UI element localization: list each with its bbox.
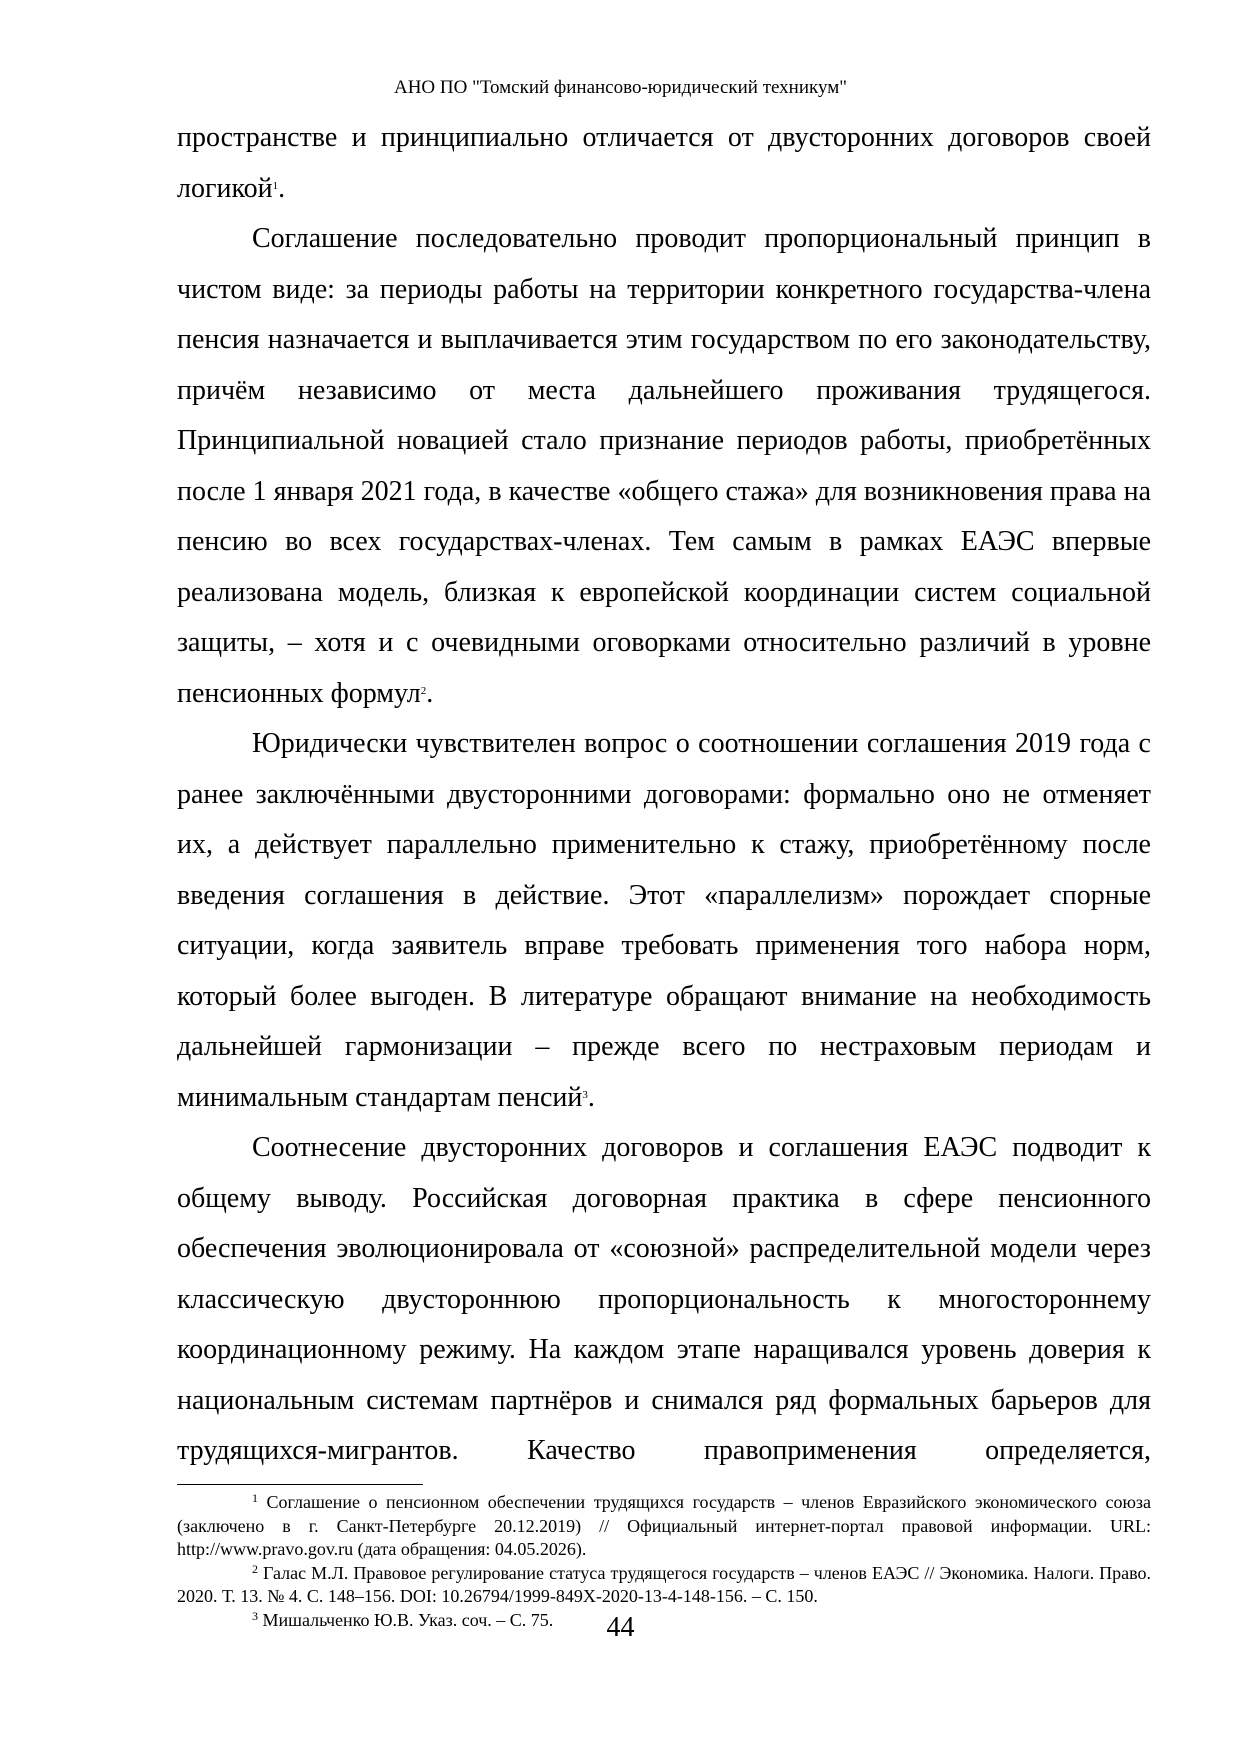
paragraph-tail: . [587, 1081, 595, 1113]
body-text [177, 113, 1151, 1477]
footnote-text: Галас М.Л. Правовое регулирование статуса трудящегося государств – членов ЕАЭС // Экономика. Налоги. Право. 2020. Т. 13. № 4. С. 148–156. DOI: 10.26794/1999-849X-2020-13-4-148-156. – С. 150. [177, 1562, 1151, 1606]
paragraph-tail: . [278, 172, 286, 204]
footnote-number: 1 [252, 1491, 258, 1505]
footnote-text: Мишальченко Ю.В. Указ. соч. – С. 75. [262, 1609, 554, 1630]
paragraph-3 [177, 719, 1151, 1123]
paragraph-2 [177, 214, 1151, 719]
paragraph-text: пространстве и принципиально отличается от двусторонних договоров своей логикой [177, 122, 1151, 204]
paragraph-4: Соотнесение двусторонних договоров и соглашения ЕАЭС подводит к общему выводу. Российская договорная практика в сфере пенсионного обеспечения эволюционировала от «союзной» распределительной модели через классическую двустороннюю пропорциональность к многостороннему координационному режиму. На каждом этапе наращивался уровень доверия к национальным системам партнёров и снимался ряд формальных барьеров для трудящихся-мигрантов. Качество правоприменения определяется, [177, 1132, 1151, 1466]
paragraph-text: Соглашение последовательно проводит пропорциональный принцип в чистом виде: за периоды работы на территории конкретного государства-члена пенсия назначается и выплачивается этим государством по его законодательству, причём независимо от места дальнейшего проживания трудящегося. Принципиальной новацией стало признание периодов работы, приобретённых после 1 января 2021 года, в качестве «общего стажа» для возникновения права на пенсию во всех государствах-членах. Тем самым в рамках ЕАЭС впервые реализована модель, близкая к европейской координации систем социальной защиты, – хотя и с очевидными оговорками относительно различий в уровне пенсионных формул [177, 223, 1151, 709]
paragraph-tail: . [426, 677, 434, 709]
footnote-ref-2[interactable]: 2 [420, 684, 427, 697]
paragraph-text: Юридически чувствителен вопрос о соотношении соглашения 2019 года с ранее заключёнными двусторонними договорами: формально оно не отменяет их, а действует параллельно применительно к стажу, приобретённому после введения соглашения в действие. Этот «параллелизм» порождает спорные ситуации, когда заявитель вправе требовать применения того набора норм, который более выгоден. В литературе обращают внимание на необходимость дальнейшей гармонизации – прежде всего по нестраховым периодам и минимальным стандартам пенсий [177, 728, 1151, 1113]
footnote-separator [177, 1484, 423, 1485]
footnote-2 [177, 1562, 1151, 1609]
footnote-1 [177, 1491, 1151, 1562]
footnote-text: Соглашение о пенсионном обеспечении трудящихся государств – членов Евразийского экономического союза (заключено в г. Санкт-Петербурге 20.12.2019) // Официальный интернет-портал правовой информации. URL: http://www.pravo.gov.ru (дата обращения: 04.05.2026). [177, 1492, 1151, 1559]
footnote-ref-3[interactable]: 3 [582, 1088, 588, 1101]
running-header: АНО ПО "Томский финансово-юридический техникум" [393, 77, 848, 98]
paragraph-1 [177, 113, 1151, 214]
footnote-number: 2 [252, 1561, 258, 1576]
page-number: 44 [606, 1612, 635, 1643]
footnote-ref-1[interactable]: 1 [272, 179, 279, 192]
footnote-number: 3 [252, 1608, 258, 1623]
